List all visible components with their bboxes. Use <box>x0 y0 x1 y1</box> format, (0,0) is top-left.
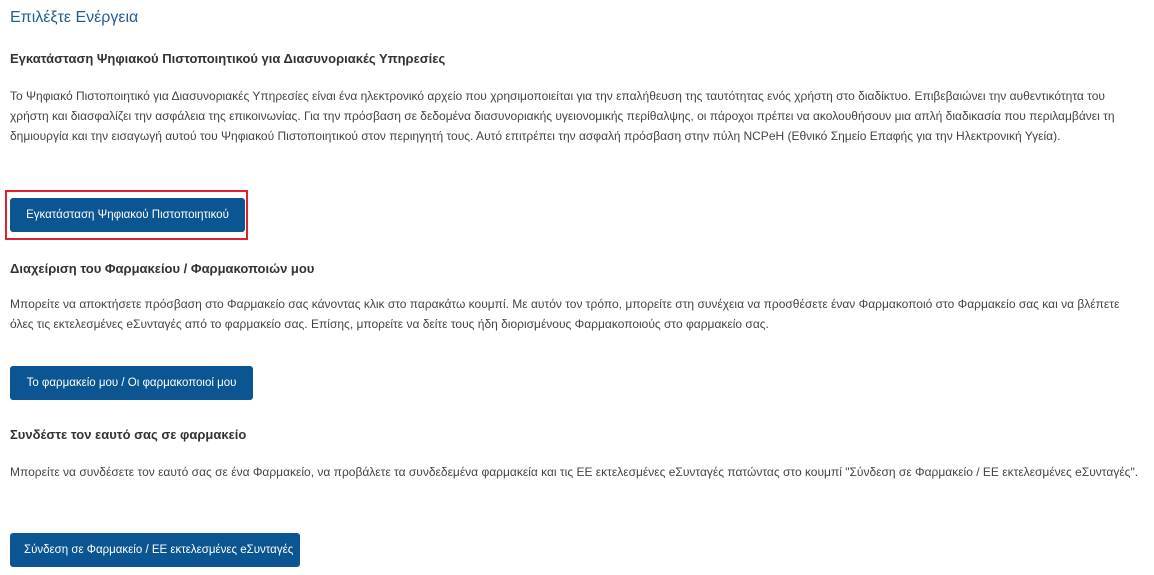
section-text-pharmacy: Μπορείτε να αποκτήσετε πρόσβαση στο Φαρμακείο σας κάνοντας κλικ στο παρακάτω κουμπί. Με αυτόν τον τρόπο, μπορείτε στη συνέχεια να προσθέσετε έναν Φαρμακοποιό στο Φαρμακείο σας και να βλέπετε όλες τις εκτελεσμένες eΣυνταγές από το φαρμακείο σας. Επίσης, μπορείτε να δείτε τους ήδη διορισμένους Φαρμακοποιούς στο φαρμακείο σας. <box>10 297 1120 331</box>
section-heading-certificate: Εγκατάσταση Ψηφιακού Πιστοποιητικού για Διασυνοριακές Υπηρεσίες <box>10 51 446 66</box>
connect-pharmacy-button[interactable]: Σύνδεση σε Φαρμακείο / ΕΕ εκτελεσμένες eΣυνταγές <box>10 533 300 567</box>
section-heading-pharmacy: Διαχείριση του Φαρμακείου / Φαρμακοποιών μου <box>10 261 315 276</box>
page-title: Επιλέξτε Ενέργεια <box>10 9 139 26</box>
my-pharmacy-button[interactable]: Το φαρμακείο μου / Οι φαρμακοποιοί μου <box>10 366 253 400</box>
install-certificate-button[interactable]: Εγκατάσταση Ψηφιακού Πιστοποιητικού <box>10 198 245 232</box>
section-text-connect: Μπορείτε να συνδέσετε τον εαυτό σας σε ένα Φαρμακείο, να προβάλετε τα συνδεδεμένα φαρμακεία και τις ΕΕ εκτελεσμένες eΣυνταγές πατώντας στο κουμπί "Σύνδεση σε Φαρμακείο / ΕΕ εκτελεσμένες eΣυνταγές". <box>10 465 1139 479</box>
section-heading-connect: Συνδέστε τον εαυτό σας σε φαρμακείο <box>10 427 247 442</box>
section-text-certificate: Το Ψηφιακό Πιστοποιητικό για Διασυνοριακές Υπηρεσίες είναι ένα ηλεκτρονικό αρχείο που χρησιμοποιείται για την επαλήθευση της ταυτότητας ενός χρήστη στο διαδίκτυο. Επιβεβαιώνει την αυθεντικότητα του χρήστη και διασφαλίζει την ασφάλεια της επικοινωνίας. Για την πρόσβαση σε δεδομένα διασυνοριακής υγειονομικής περίθαλψης, οι πάροχοι πρέπει να ακολουθήσουν μια απλή διαδικασία που περιλαμβάνει τη δημιουργία και την εισαγωγή αυτού του Ψηφιακού Πιστοποιητικού στον περιηγητή τους. Αυτό επιτρέπει την ασφαλή πρόσβαση στην πύλη NCPeH (Εθνικό Σημείο Επαφής για την Ηλεκτρονική Υγεία). <box>10 89 1115 143</box>
